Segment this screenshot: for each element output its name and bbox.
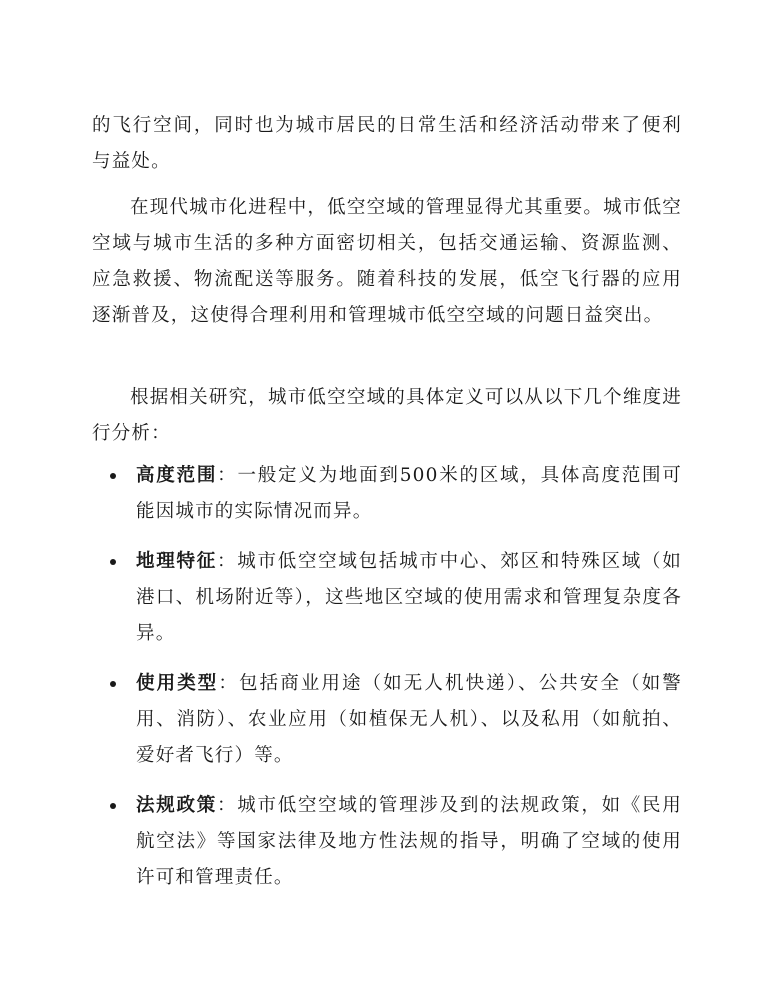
bullet-text: 城市低空空域包括城市中心、郊区和特殊区域（如港口、机场附近等），这些地区空域的使用需求和管理复杂度各异。	[136, 551, 682, 644]
bullet-separator: ：	[218, 673, 239, 694]
bullet-separator: ：	[216, 551, 238, 572]
bullet-regulations-policy	[110, 788, 682, 896]
bullet-dot-icon	[110, 559, 116, 565]
paragraph-urban-airspace-management: 在现代城市化进程中，低空空域的管理显得尤其重要。城市低空空域与城市生活的多种方面密切相关，包括交通运输、资源监测、应急救援、物流配送等服务。随着科技的发展，低空飞行器的应用逐渐普及，这使得合理利用和管理城市低空空域的问题日益突出。	[92, 197, 682, 326]
bullet-text: 包括商业用途（如无人机快递）、公共安全（如警用、消防）、农业应用（如植保无人机）、以及私用（如航拍、爱好者飞行）等。	[136, 673, 682, 766]
bullet-term: 法规政策	[136, 795, 217, 816]
bullet-term: 使用类型	[136, 673, 219, 694]
paragraph-definition-intro: 根据相关研究，城市低空空域的具体定义可以从以下几个维度进行分析：	[92, 387, 682, 444]
definition-bullet-list	[110, 458, 682, 910]
bullet-dot-icon	[110, 681, 116, 687]
bullet-dot-icon	[110, 803, 116, 809]
bullet-altitude-range	[110, 458, 682, 530]
bullet-separator: ：	[216, 795, 238, 816]
bullet-term: 高度范围	[136, 465, 218, 486]
bullet-text: 一般定义为地面到500米的区域，具体高度范围可能因城市的实际情况而异。	[136, 465, 683, 522]
bullet-term: 地理特征	[136, 551, 217, 572]
bullet-dot-icon	[110, 473, 116, 479]
bullet-text: 城市低空空域的管理涉及到的法规政策，如《民用航空法》等国家法律及地方性法规的指导，明确了空域的使用许可和管理责任。	[136, 795, 682, 888]
bullet-geographic-features	[110, 544, 682, 652]
bullet-separator: ：	[217, 465, 238, 486]
paragraph-continuation: 的飞行空间，同时也为城市居民的日常生活和经济活动带来了便利与益处。	[92, 115, 682, 172]
bullet-usage-types	[110, 666, 682, 774]
